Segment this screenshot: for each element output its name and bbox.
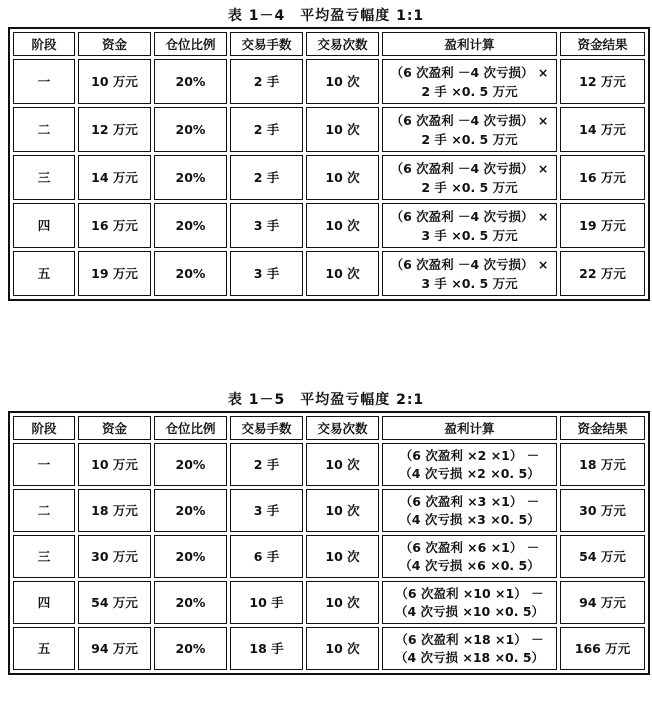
cell-result: 22 万元 xyxy=(560,251,645,296)
cell-ratio: 20% xyxy=(154,155,227,200)
header-capital: 资金 xyxy=(78,32,151,56)
calc-line-1: （6 次盈利 －4 次亏损） × xyxy=(390,208,549,224)
cell-count: 10 次 xyxy=(306,627,379,670)
cell-profit-calc xyxy=(382,107,557,152)
cell-capital: 14 万元 xyxy=(78,155,151,200)
header-position-ratio: 仓位比例 xyxy=(154,32,227,56)
cell-ratio: 20% xyxy=(154,203,227,248)
cell-stage: 五 xyxy=(13,251,75,296)
calc-line-1: （6 次盈利 ×10 ×1） － xyxy=(395,585,544,601)
cell-ratio: 20% xyxy=(154,535,227,578)
calc-line-1: （6 次盈利 ×3 ×1） － xyxy=(399,493,540,509)
cell-result: 14 万元 xyxy=(560,107,645,152)
calc-line-1: （6 次盈利 ×18 ×1） － xyxy=(395,631,544,647)
cell-ratio: 20% xyxy=(154,251,227,296)
calc-line-2: 2 手 ×0. 5 万元 xyxy=(421,179,518,195)
header-profit-calc: 盈利计算 xyxy=(382,416,557,440)
cell-ratio: 20% xyxy=(154,489,227,532)
cell-count: 10 次 xyxy=(306,581,379,624)
calc-line-2: （4 次亏损 ×18 ×0. 5） xyxy=(394,649,545,665)
header-trade-count: 交易次数 xyxy=(306,32,379,56)
cell-result: 18 万元 xyxy=(560,443,645,486)
cell-stage: 二 xyxy=(13,489,75,532)
table-1-5-caption: 表 1－5 平均盈亏幅度 2:1 xyxy=(227,392,425,408)
header-stage: 阶段 xyxy=(13,32,75,56)
cell-count: 10 次 xyxy=(306,443,379,486)
calc-line-1: （6 次盈利 －4 次亏损） × xyxy=(390,64,549,80)
table-header-row xyxy=(13,32,645,56)
cell-result: 30 万元 xyxy=(560,489,645,532)
cell-ratio: 20% xyxy=(154,443,227,486)
calc-line-1: （6 次盈利 －4 次亏损） × xyxy=(390,112,549,128)
cell-stage: 四 xyxy=(13,581,75,624)
cell-capital: 19 万元 xyxy=(78,251,151,296)
table-row xyxy=(13,535,645,578)
cell-result: 54 万元 xyxy=(560,535,645,578)
table-1-5 xyxy=(8,411,650,675)
cell-lots: 2 手 xyxy=(230,59,303,104)
cell-profit-calc xyxy=(382,251,557,296)
calc-line-2: （4 次亏损 ×3 ×0. 5） xyxy=(399,511,540,527)
cell-result: 94 万元 xyxy=(560,581,645,624)
cell-profit-calc xyxy=(382,203,557,248)
cell-stage: 一 xyxy=(13,59,75,104)
cell-count: 10 次 xyxy=(306,155,379,200)
header-position-ratio: 仓位比例 xyxy=(154,416,227,440)
cell-capital: 30 万元 xyxy=(78,535,151,578)
cell-ratio: 20% xyxy=(154,627,227,670)
cell-stage: 二 xyxy=(13,107,75,152)
calc-line-2: 2 手 ×0. 5 万元 xyxy=(421,83,518,99)
calc-line-1: （6 次盈利 －4 次亏损） × xyxy=(390,160,549,176)
cell-count: 10 次 xyxy=(306,251,379,296)
cell-stage: 三 xyxy=(13,155,75,200)
calc-line-1: （6 次盈利 ×2 ×1） － xyxy=(399,447,540,463)
cell-lots: 2 手 xyxy=(230,155,303,200)
header-capital-result: 资金结果 xyxy=(560,416,645,440)
cell-count: 10 次 xyxy=(306,203,379,248)
cell-capital: 10 万元 xyxy=(78,59,151,104)
header-lots: 交易手数 xyxy=(230,416,303,440)
cell-capital: 10 万元 xyxy=(78,443,151,486)
header-capital-result: 资金结果 xyxy=(560,32,645,56)
cell-stage: 四 xyxy=(13,203,75,248)
cell-capital: 18 万元 xyxy=(78,489,151,532)
calc-line-1: （6 次盈利 ×6 ×1） － xyxy=(399,539,540,555)
table-row xyxy=(13,107,645,152)
table-row xyxy=(13,627,645,670)
calc-line-2: 3 手 ×0. 5 万元 xyxy=(421,227,518,243)
calc-line-2: （4 次亏损 ×2 ×0. 5） xyxy=(399,465,540,481)
table-row xyxy=(13,489,645,532)
cell-profit-calc xyxy=(382,489,557,532)
cell-lots: 18 手 xyxy=(230,627,303,670)
calc-line-2: 2 手 ×0. 5 万元 xyxy=(421,131,518,147)
cell-count: 10 次 xyxy=(306,535,379,578)
calc-line-2: 3 手 ×0. 5 万元 xyxy=(421,275,518,291)
table-row xyxy=(13,251,645,296)
cell-lots: 3 手 xyxy=(230,251,303,296)
cell-lots: 2 手 xyxy=(230,107,303,152)
cell-result: 12 万元 xyxy=(560,59,645,104)
cell-result: 166 万元 xyxy=(560,627,645,670)
cell-stage: 五 xyxy=(13,627,75,670)
cell-capital: 16 万元 xyxy=(78,203,151,248)
cell-lots: 3 手 xyxy=(230,203,303,248)
table-1-4-caption: 表 1－4 平均盈亏幅度 1:1 xyxy=(227,8,425,24)
calc-line-2: （4 次亏损 ×6 ×0. 5） xyxy=(399,557,540,573)
cell-stage: 三 xyxy=(13,535,75,578)
cell-profit-calc xyxy=(382,535,557,578)
calc-line-2: （4 次亏损 ×10 ×0. 5） xyxy=(394,603,545,619)
header-stage: 阶段 xyxy=(13,416,75,440)
cell-result: 19 万元 xyxy=(560,203,645,248)
table-row xyxy=(13,155,645,200)
header-capital: 资金 xyxy=(78,416,151,440)
header-profit-calc: 盈利计算 xyxy=(382,32,557,56)
cell-ratio: 20% xyxy=(154,107,227,152)
cell-profit-calc xyxy=(382,155,557,200)
table-row xyxy=(13,443,645,486)
cell-lots: 3 手 xyxy=(230,489,303,532)
cell-lots: 2 手 xyxy=(230,443,303,486)
calc-line-1: （6 次盈利 －4 次亏损） × xyxy=(390,256,549,272)
table-row xyxy=(13,581,645,624)
cell-profit-calc xyxy=(382,627,557,670)
table-row xyxy=(13,59,645,104)
table-1-4 xyxy=(8,27,650,301)
cell-ratio: 20% xyxy=(154,581,227,624)
header-lots: 交易手数 xyxy=(230,32,303,56)
cell-count: 10 次 xyxy=(306,489,379,532)
cell-count: 10 次 xyxy=(306,59,379,104)
cell-capital: 54 万元 xyxy=(78,581,151,624)
cell-lots: 10 手 xyxy=(230,581,303,624)
cell-profit-calc xyxy=(382,443,557,486)
table-row xyxy=(13,203,645,248)
cell-count: 10 次 xyxy=(306,107,379,152)
header-trade-count: 交易次数 xyxy=(306,416,379,440)
table-header-row xyxy=(13,416,645,440)
cell-stage: 一 xyxy=(13,443,75,486)
cell-lots: 6 手 xyxy=(230,535,303,578)
cell-capital: 12 万元 xyxy=(78,107,151,152)
cell-result: 16 万元 xyxy=(560,155,645,200)
cell-profit-calc xyxy=(382,59,557,104)
cell-capital: 94 万元 xyxy=(78,627,151,670)
cell-ratio: 20% xyxy=(154,59,227,104)
cell-profit-calc xyxy=(382,581,557,624)
